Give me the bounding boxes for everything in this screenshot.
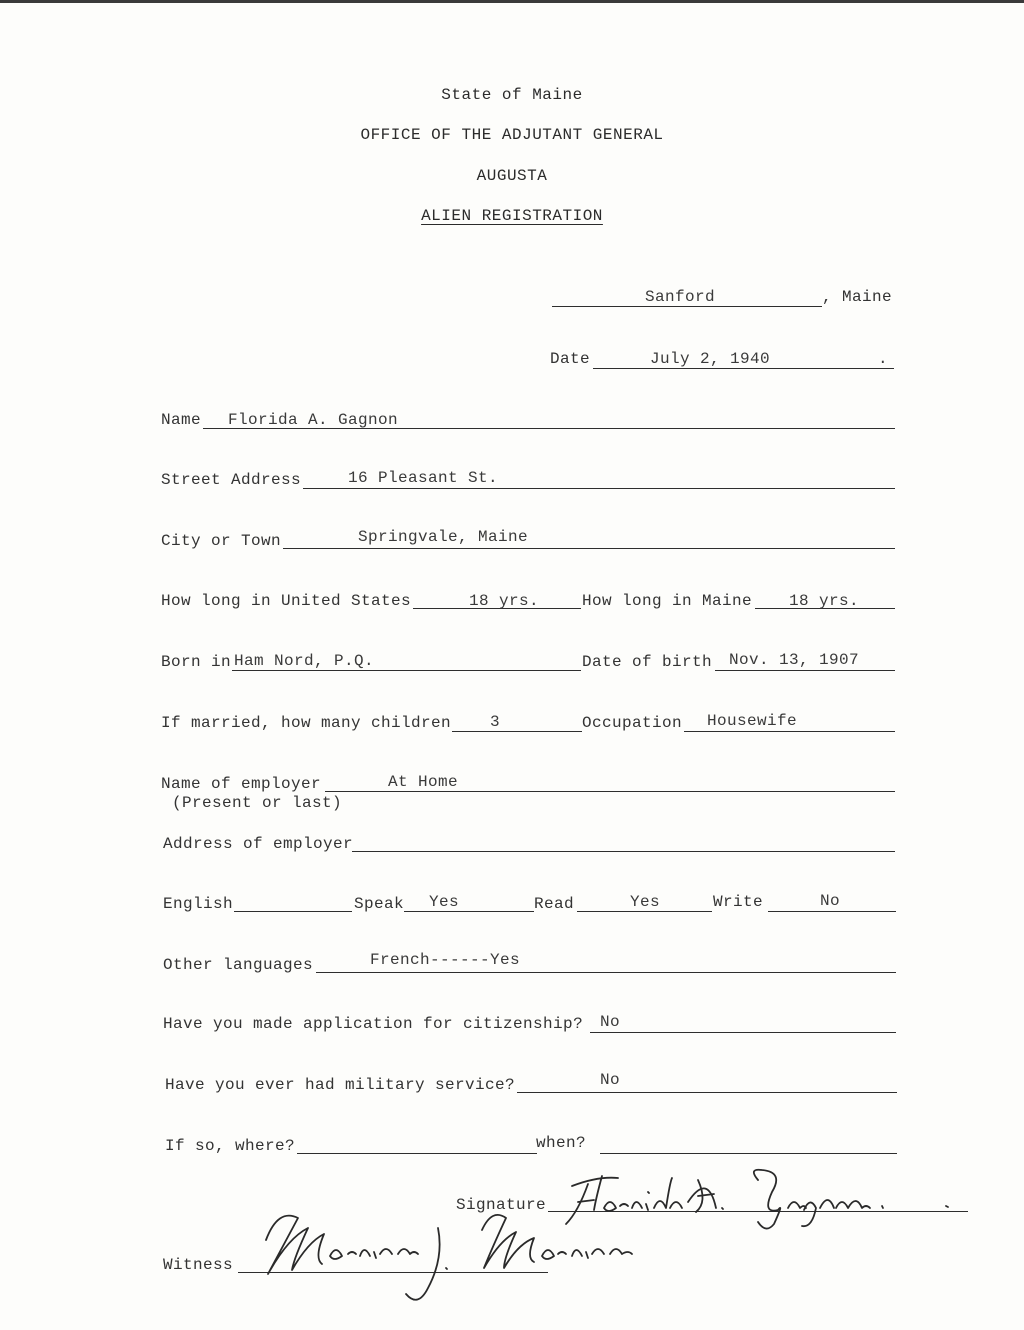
date-trailing-dot: . <box>878 350 889 368</box>
when-line <box>600 1153 897 1154</box>
read-label: Read <box>534 895 575 913</box>
witness-label: Witness <box>163 1256 234 1274</box>
write-label: Write <box>713 893 764 911</box>
street-value: 16 Pleasant St. <box>348 469 499 487</box>
occupation-line <box>684 731 895 732</box>
speak-label: Speak <box>354 895 405 913</box>
military-line <box>517 1092 897 1093</box>
born-in-label: Born in <box>161 653 232 671</box>
header-office: OFFICE OF THE ADJUTANT GENERAL <box>360 126 664 144</box>
how-long-maine-label: How long in Maine <box>582 592 753 610</box>
place-town: Sanford <box>645 288 716 306</box>
place-line <box>552 306 822 307</box>
dob-label: Date of birth <box>582 653 713 671</box>
citizenship-label: Have you made application for citizenship? <box>163 1015 584 1033</box>
occupation-value: Housewife <box>707 712 798 730</box>
read-line <box>577 911 712 912</box>
employer-sublabel: (Present or last) <box>172 794 343 812</box>
children-line <box>452 731 582 732</box>
employer-label: Name of employer <box>161 775 322 793</box>
street-line <box>303 488 895 489</box>
place-state-label: , Maine <box>822 288 893 306</box>
dob-value: Nov. 13, 1907 <box>729 651 860 669</box>
read-value: Yes <box>630 893 661 911</box>
english-label: English <box>163 895 234 913</box>
citizenship-value: No <box>600 1013 621 1031</box>
speak-line <box>404 911 534 912</box>
where-line <box>297 1153 537 1154</box>
english-line <box>234 911 352 912</box>
where-label: If so, where? <box>165 1137 296 1155</box>
how-long-us-label: How long in United States <box>161 592 412 610</box>
write-value: No <box>820 892 841 910</box>
top-border <box>0 0 1024 3</box>
street-label: Street Address <box>161 471 302 489</box>
how-long-us-value: 18 yrs. <box>469 592 540 610</box>
children-label: If married, how many children <box>161 714 452 732</box>
date-line <box>593 368 894 369</box>
write-line <box>768 911 896 912</box>
header-state: State of Maine <box>441 86 583 104</box>
signature-label: Signature <box>456 1196 547 1214</box>
form-title: ALIEN REGISTRATION <box>421 207 603 225</box>
city-value: Springvale, Maine <box>358 528 529 546</box>
speak-value: Yes <box>429 893 460 911</box>
other-languages-line <box>316 972 896 973</box>
military-label: Have you ever had military service? <box>165 1076 516 1094</box>
date-value: July 2, 1940 <box>650 350 771 368</box>
header-city: AUGUSTA <box>476 167 548 185</box>
witness-handwriting <box>238 1198 658 1308</box>
employer-address-label: Address of employer <box>163 835 354 853</box>
city-line <box>283 548 895 549</box>
military-value: No <box>600 1071 621 1089</box>
other-languages-value: French------Yes <box>370 951 521 969</box>
occupation-label: Occupation <box>582 714 683 732</box>
born-in-value: Ham Nord, P.Q. <box>234 652 375 670</box>
how-long-maine-value: 18 yrs. <box>789 592 860 610</box>
employer-line <box>325 791 895 792</box>
born-in-line <box>232 670 581 671</box>
name-label: Name <box>161 411 202 429</box>
other-languages-label: Other languages <box>163 956 314 974</box>
employer-address-line <box>352 851 895 852</box>
name-value: Florida A. Gagnon <box>228 411 399 429</box>
citizenship-line <box>590 1032 896 1033</box>
city-label: City or Town <box>161 532 282 550</box>
employer-value: At Home <box>388 773 459 791</box>
dob-line <box>715 670 895 671</box>
when-label: when? <box>536 1134 587 1152</box>
date-label: Date <box>550 350 591 368</box>
children-value: 3 <box>490 713 501 731</box>
